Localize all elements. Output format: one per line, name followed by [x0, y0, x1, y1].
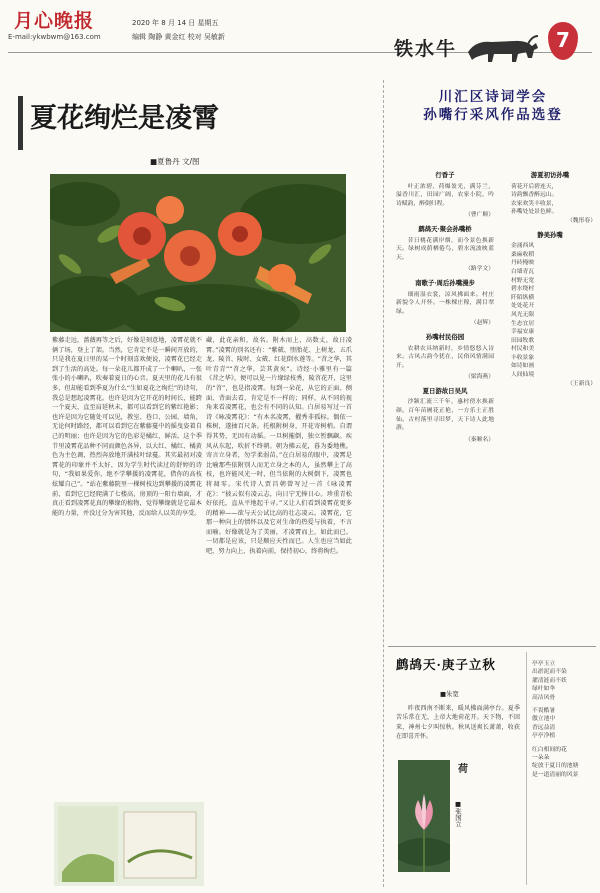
- poem-line: 村野无宽: [510, 277, 535, 284]
- poetry-section-title: [390, 88, 596, 124]
- ci-poem-title: 鹧鸪天·庚子立秋: [396, 657, 496, 672]
- poem-line: 田园牧歌: [510, 337, 535, 344]
- poem-author: （赵辉）: [470, 320, 494, 327]
- he-line: 一朵朵: [532, 755, 550, 762]
- poem-7: [504, 231, 596, 389]
- poem-line: 生态宜居: [510, 320, 535, 327]
- article-byline: ■夏鲁丹 文/图: [150, 157, 200, 166]
- poem-text: 农耕农具纳新时，乡情悠悠入诗来。古风古韵今犹在，民俗风情满园开。: [396, 345, 494, 369]
- poem-author: （路学文）: [465, 266, 494, 273]
- column-divider: [383, 80, 384, 887]
- poem-line: 白墙青瓦: [510, 268, 535, 275]
- poem-line: 如诗如画: [510, 363, 535, 370]
- page-header: [0, 0, 600, 76]
- poem-title: 游夏初访孙嘴: [530, 171, 570, 179]
- he-line: 不畏酷暑: [532, 708, 556, 715]
- poem-4: [396, 333, 494, 382]
- poem-title: 孙嘴村民俗园: [425, 332, 465, 341]
- he-poem-author: ■张国立: [454, 800, 462, 828]
- poem-line: 丹砖掩映: [510, 260, 535, 267]
- ci-poem-text: 昨夜西南不断来，暖风拂面满亭台。夏季苦乐常在无，上帝大地荷花开。天下物，不回来，神州七夕叫惊秋。秋风送爽长萧萧，收获在即喜开怀。: [396, 705, 520, 741]
- poem-line: 孙嘴处处景色鲜。: [510, 209, 558, 216]
- poem-author: （梁海燕）: [465, 374, 494, 381]
- poetry-right-column: [504, 170, 596, 393]
- book-cover-illustration: [54, 802, 204, 886]
- poem-line: 农家欢笑丰收景，: [510, 200, 558, 207]
- trumpet-flower-photo: [50, 174, 346, 332]
- he-line: 是一道清丽的风景: [532, 771, 579, 778]
- page-number-badge: 7: [548, 22, 578, 60]
- poem-3: [396, 279, 494, 328]
- poem-author: （魏彤春）: [567, 217, 596, 224]
- article-title: [18, 92, 380, 154]
- he-poem-title: 荷: [458, 764, 468, 775]
- ci-poem-body: [396, 704, 520, 742]
- he-line: 亭亭玉立: [532, 661, 556, 667]
- masthead: 月心晚报: [14, 10, 95, 32]
- poetry-title-line1: 川汇区诗词学会: [438, 89, 548, 105]
- poetry-left-column: [396, 170, 494, 449]
- poem-line: 阡陌纵横: [510, 294, 535, 301]
- he-line: 濯清涟而不妖: [532, 677, 567, 684]
- poem-line: 诗韵飘香醉远山。: [510, 192, 558, 199]
- section-title: 铁水牛: [394, 38, 458, 60]
- poem-line: 碧水绕村: [510, 286, 535, 293]
- article-title-text: 夏花绚烂是凌霄: [30, 103, 219, 134]
- poem-line: 处处花开: [510, 303, 535, 310]
- iron-ox-icon: [462, 30, 540, 70]
- poetry-title-line2: 孙嘴行采风作品选登: [423, 107, 563, 123]
- poem-title: 行香子: [435, 171, 455, 179]
- he-line: 香远益清: [532, 724, 556, 731]
- article-column-2: 藏，此花亲和，故名。附木而上，高数丈，故日凌霄。”凌霄的别名还有：“紫葳、堕胎花、上树龙、五爪龙、陵苕、陵时、女葳、红花倒水莲等。“苕之华，其叶青青”“苕之华，芸其黄矣”。诗经·小雅里有一篇《苕之华》，便可以见一片缘绿枝秀，陵苕花开，这里的“苕”，也是指凌霄。每到一朵花，从它的正面、侧面、背面去看，肯定是不一样的；同样，从不同的视角来看凌霄花，也会有不同的认知。白居易写过一首诗《咏凌霄花》：“有木名凌霄，擢秀非孤标。偶依一株树，遂抽百尺条。托根附树身，开花寄树梢。自谓得其势，无因有动摇。一旦树摧倒，独立暂飘飖。疾风从东起，吹折不终朝。朝为拂云花，暮为委地樵。寄言立身者，勿学柔弱苗。”在白居易的眼中，凌霄是比喻那些依附别人而无立身之本的人，虽然攀上了高枝，也许能风光一时，但当依附的大树倒下，凌霄也将凋零。宋代诗人贾昌朝曾写过一首《咏凌霄花》：“披云似有凌云志，向日宁无捧日心。珍重青松好依托，直从平地起千寻。”又让人们看到凌霄花更多的精神——欲与天公试比高的壮志凌云。凌霄花，它那一种向上的情怀以及它对生命的热爱与执着，不言而喻。好像就是为了美丽，才凌霄而上，如此而已。一切都是应该，只是顺应天性而已。人生也应当如此吧，努力向上，执着向前，保持初心，终将绚烂。: [206, 337, 352, 556]
- poem-6: [504, 171, 596, 226]
- he-divider: [526, 652, 527, 885]
- poem-line: 金涌西风: [510, 243, 535, 250]
- he-line: 绽放于夏日的池塘: [532, 763, 579, 770]
- poem-title: 夏日游故日吴风: [422, 386, 468, 395]
- lotus-photo: [398, 760, 450, 872]
- poem-title: 静美孙嘴: [537, 230, 563, 239]
- he-line: 亭亭净植: [532, 733, 556, 740]
- section-divider: [388, 646, 596, 647]
- email-address: E-mail:ykwbwm@163.com: [8, 33, 101, 41]
- he-line: 绿叶如伞: [532, 686, 556, 693]
- he-line: 高洁风骨: [532, 694, 556, 701]
- article-column-1: 紫藤走远，蔷薇再等之后，好像是刻意地，凌霄花就不俩了场，登上了架。当然，它肯定不是一瞬间开放的，只是我在夏日里的某一个时刻喜欢便说，凌霄花已经走到了生活的高处。每一朵花儿都开成了一个喇叭，一张张小的小喇叭，吹奏着夏日的心音。夏天里的花儿有很多，但却能看到季夏为什么“生如夏花之绚烂”的诗句，我总是想起凌霄花。也许是因为它开花的时间长，能跨一个夏天，直至肩延秋末，都可以看到它的紫红艳影；也许是因为它随处可以见，教室、巷口、公园、墙角，无论何时路经，都可以看到它在紫藤蔓中的摇曳姿着自己的明丽；也许是因为它的色彩是橘红，鲜活。这个季节里凌霄花品种不同而颜色各异，以大红、橘红、橘黄色为主色调，热烈奔放地开满枝叶绿蔓。其实最初对凌霄花的印象并不太好，因为学生时代读过的舒婷的诗句，“我如果爱你，绝不学攀援的凌霄花，借你的高枝炫耀自己”。“站在紫藤院里一棵树枝边到攀援的凌霄花前，看到它已经爬满了七楼高，房顶的一阳台墙面，才真正看到凌霄花真的攀缘的植物，觉得攀缘就是它最本能的力量，并没过分为害其他，反而给人以美的享受。: [52, 337, 202, 517]
- poem-line: 桑麻收稻: [510, 251, 535, 258]
- poem-2: [396, 225, 494, 274]
- poem-line: 丰收景象: [510, 354, 535, 361]
- poem-text: 细雨湿衣裳，凉风拂面来。村庄新貌令人开怀。一株棵庄稼，满目翠绿。: [396, 291, 494, 315]
- poem-text: 沙颍汇流三千年，惠村傍水换新颜。百年苗圃花正艳，一方乐土正胜仙。古村落里寻旧梦，天下诗人此地游。: [396, 399, 494, 432]
- he-line: 傲立池中: [532, 716, 556, 723]
- poem-author: （王新良）: [567, 380, 596, 387]
- poem-text: 昔日桃花满岸烟，而今景色换新天。绿树成荫栖倦鸟，碧水流波映蓝天。: [396, 237, 494, 261]
- issue-date: 2020 年 8 月 14 日 星期五: [132, 19, 219, 27]
- he-line: 红白相间的花: [532, 746, 567, 753]
- ci-poem-author: ■朱宽: [440, 690, 459, 698]
- he-poem-body: [532, 660, 596, 779]
- poem-line: 幸福安康: [510, 329, 535, 336]
- poem-title: 鹧鸪天·聚会孙嘴桥: [418, 224, 472, 233]
- poem-author: （秦顺名）: [465, 436, 494, 443]
- poem-line: 人间仙境: [510, 372, 535, 379]
- poem-text: 叶正浓碧，荷爆盈光，满芬兰，溢香川汇，田园广阔，农家小院，吟诗赋韵，醉倒归程。: [396, 183, 494, 207]
- poem-author: （曹广顺）: [465, 212, 494, 219]
- poem-title: 南歌子·周后孙嘴漫步: [415, 278, 475, 287]
- editor-credits: 编辑 陶静 黄金红 校对 吴敏新: [132, 33, 225, 41]
- title-bar: [18, 96, 23, 150]
- he-line: 出淤泥而不染: [532, 669, 567, 676]
- poem-5: [396, 387, 494, 445]
- poem-line: 荷花开后碧连天，: [510, 183, 558, 190]
- poem-line: 风光无限: [510, 311, 535, 318]
- poem-1: [396, 171, 494, 220]
- poem-line: 村民和美: [510, 346, 535, 353]
